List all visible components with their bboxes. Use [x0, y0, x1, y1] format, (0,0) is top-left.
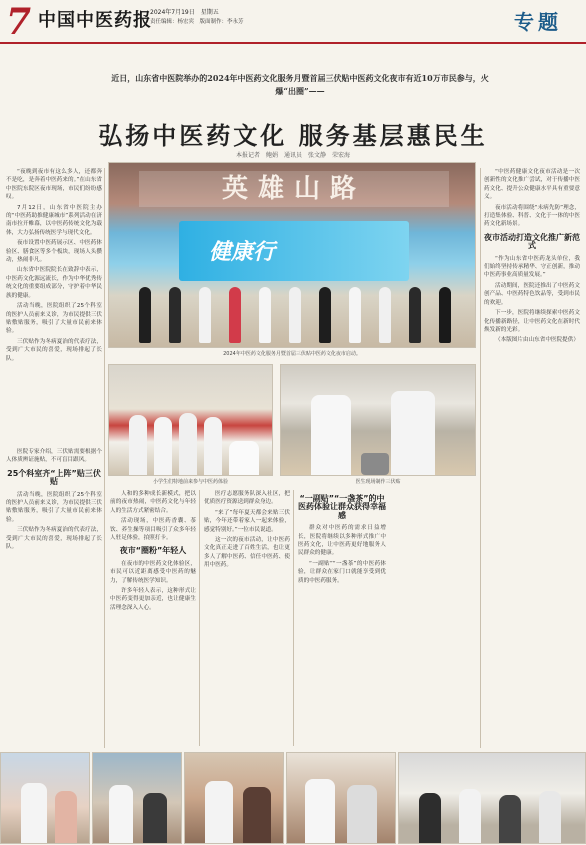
page-title: 弘扬中医药文化 服务基层惠民生	[98, 122, 488, 150]
building-sign: 英雄山路	[139, 171, 449, 207]
bottom-photo-5	[398, 752, 586, 844]
column-divider	[293, 490, 294, 746]
person-figure	[139, 287, 151, 343]
paragraph: “来了”每年夏天都会来贴三伏贴，今年还带着家人一起来体验，感觉特别好。”一位市民说道。	[204, 509, 290, 533]
paragraph: 在夜市的中医药文化体验区，市民可以近距离感受中医药的魅力，了解传统医学知识。	[110, 560, 196, 584]
issue-date: 2024年7月19日 星期五	[150, 9, 219, 16]
bottom-photo-2	[92, 752, 182, 844]
subheading: 夜市“圈粉”年轻人	[119, 546, 187, 556]
child-figure	[204, 417, 222, 475]
article-column-1	[6, 168, 102, 446]
paragraph: “作为山东省中医药龙头单位，我们始终坚持传承精华、守正创新，推动中医药事业高质量发展。”	[484, 255, 580, 279]
person-figure	[55, 791, 77, 843]
person-figure	[409, 287, 421, 343]
paragraph: （本版图片由山东省中医院提供）	[495, 337, 579, 344]
lead-paragraph: 近日，山东省中医院举办的2024年中医药文化服务月暨首届三伏贴中医药文化夜市有近10万市民参与，火爆“出圈”——	[111, 73, 489, 96]
paragraph: 夜市活动将围绕“未病先防”理念，打造集体验、科普、文化于一体的中医药文化新场景。	[484, 204, 580, 228]
paragraph: 许多年轻人表示，这种形式让中医药变得更加亲近，也让健康生活理念深入人心。	[110, 588, 196, 611]
people-on-stage	[129, 273, 459, 343]
person-figure	[305, 779, 335, 843]
paragraph: 活动当晚，医院组织了25个科室的医护人员前来义诊，为市民提供三伏贴敷贴服务，吸引了大量市民前来体验。	[6, 303, 102, 335]
column-divider	[199, 490, 200, 746]
article-column-2	[110, 490, 196, 746]
bottom-photo-4	[286, 752, 396, 844]
paragraph: 夜市设置中医药展示区、中医药体验区、膳食区等多个板块，现场人头攒动，热闹非凡。	[6, 240, 102, 264]
person-figure	[459, 789, 481, 843]
paragraph: “中医药健康文化夜市活动是一次创新性的文化推广尝试，对于传播中医药文化、提升公众健康水平具有重要意义。	[484, 169, 580, 201]
column-divider	[480, 168, 481, 748]
paragraph: 三伏贴作为冬病夏治的代表疗法，受到广大市民的喜爱，现场排起了长队。	[6, 527, 102, 551]
editor-credits: 责任编辑：杨宏宾 版面制作：李永芳	[150, 19, 244, 25]
doctor-figure	[391, 391, 435, 475]
child-figure	[129, 415, 147, 475]
doctor-figure	[311, 395, 351, 475]
paragraph: 医疗志愿服务队深入社区，把优质医疗资源送到群众身边。	[204, 491, 290, 506]
paragraph: 医院专家介绍，三伏贴需要根据个人体质辨证施贴，不可盲目跟风。	[6, 449, 102, 464]
bottom-photo-1	[0, 752, 90, 844]
doctor-figure	[229, 441, 259, 475]
paragraph: 群众对中医药的需求日益增长，医院将继续以多种形式推广中医药文化，让中医药更好地服务人民群众的健康。	[298, 525, 386, 557]
article-column-4	[298, 490, 386, 746]
article-column-3	[204, 490, 290, 746]
person-figure	[319, 287, 331, 343]
person-figure	[109, 785, 133, 843]
paragraph: 7月12日，山东省中医院主办的“中医药助推健康城市”系列活动在济南市拉开帷幕，以中医药传统文化为载体，大力弘扬传统医学与现代文化。	[6, 204, 102, 236]
stage-caption: 2024年中医药文化服务月暨首届三伏贴中医药文化夜市启动。	[223, 351, 361, 357]
byline: 本报记者 鲍娟 通讯员 张文静 荣宏海	[235, 152, 350, 159]
article-column-5	[484, 168, 580, 748]
paragraph: 山东省中医院院长在致辞中表示，中医药文化源远流长，作为中华优秀传统文化的重要组成部分，守护着中华民族的健康。	[6, 267, 102, 299]
cooking-pot	[361, 453, 389, 475]
person-figure	[199, 287, 211, 343]
page-number: 7	[6, 1, 32, 43]
person-figure	[349, 287, 361, 343]
cooking-caption: 医生现场制作三伏贴	[355, 479, 401, 485]
person-figure	[419, 793, 441, 843]
person-figure	[439, 287, 451, 343]
person-figure	[539, 791, 561, 843]
paragraph: “夜晚到夜市有这么多人，还都奔不是吃，是奔着中医药来的。”在山东省中医院东院区夜市现场，市民们纷纷感叹。	[6, 169, 102, 201]
paragraph: 下一步，医院将继续探索中医药文化传播新路径，让中医药文化在新时代焕发新的光彩。	[484, 310, 580, 333]
cooking-photo	[280, 364, 476, 476]
paragraph: 活动现场，中医药香囊、茶饮、养生操等项目吸引了众多年轻人驻足体验，拍照打卡。	[110, 518, 196, 542]
paragraph: “一副贴”“一盏茶”的中医药体验，让群众在家门口就能享受到优质的中医药服务。	[298, 560, 386, 584]
column-divider	[104, 168, 105, 748]
paragraph: 活动当晚，医院组织了25个科室的医护人员前来义诊，为市民提供三伏贴敷贴服务，吸引了大量市民前来体验。	[6, 491, 102, 523]
person-figure	[499, 795, 521, 843]
person-figure	[243, 787, 271, 843]
subheading: “一副贴”“一盏茶”的中医药体验让群众获得幸福感	[298, 494, 386, 520]
child-figure	[154, 417, 172, 475]
paragraph: 人和的多种成长新模式，把以前的夜市热闹，中医药文化与年轻人的生活方式紧密结合。	[110, 491, 196, 514]
section-label: 专题	[514, 10, 562, 34]
article-column-1b	[6, 448, 102, 746]
paragraph: 活动期间，医院还推出了中医药文创产品、中医药特色饮品等，受到市民的欢迎。	[484, 282, 580, 306]
banner-text: 健康行	[209, 240, 276, 265]
person-figure	[229, 287, 241, 343]
person-figure	[259, 287, 271, 343]
child-figure	[179, 413, 197, 475]
person-figure	[379, 287, 391, 343]
person-figure	[21, 783, 47, 843]
stage-photo	[108, 162, 476, 348]
paragraph: 三伏贴作为冬病夏治的代表疗法，受到广大市民的喜爱，现场排起了长队。	[6, 338, 102, 362]
person-figure	[347, 785, 377, 843]
person-figure	[289, 287, 301, 343]
person-figure	[205, 781, 233, 843]
bottom-photo-3	[184, 752, 284, 844]
person-figure	[143, 793, 167, 843]
subheading: 25个科室齐“上阵”贴三伏贴	[7, 468, 101, 487]
person-figure	[169, 287, 181, 343]
masthead	[0, 0, 586, 44]
kids-caption: 小学生们特地前来参与中医药体验	[152, 479, 228, 485]
kids-photo	[108, 364, 273, 476]
subheading: 夜市活动打造文化推广新范式	[484, 232, 580, 251]
newspaper-name: 中国中医药报	[38, 10, 152, 31]
event-banner	[179, 221, 409, 281]
paragraph: 这一次的夜市活动，让中医药文化真正走进了百姓生活，也让更多人了解中医药、信任中医药、使用中医药。	[204, 537, 290, 569]
